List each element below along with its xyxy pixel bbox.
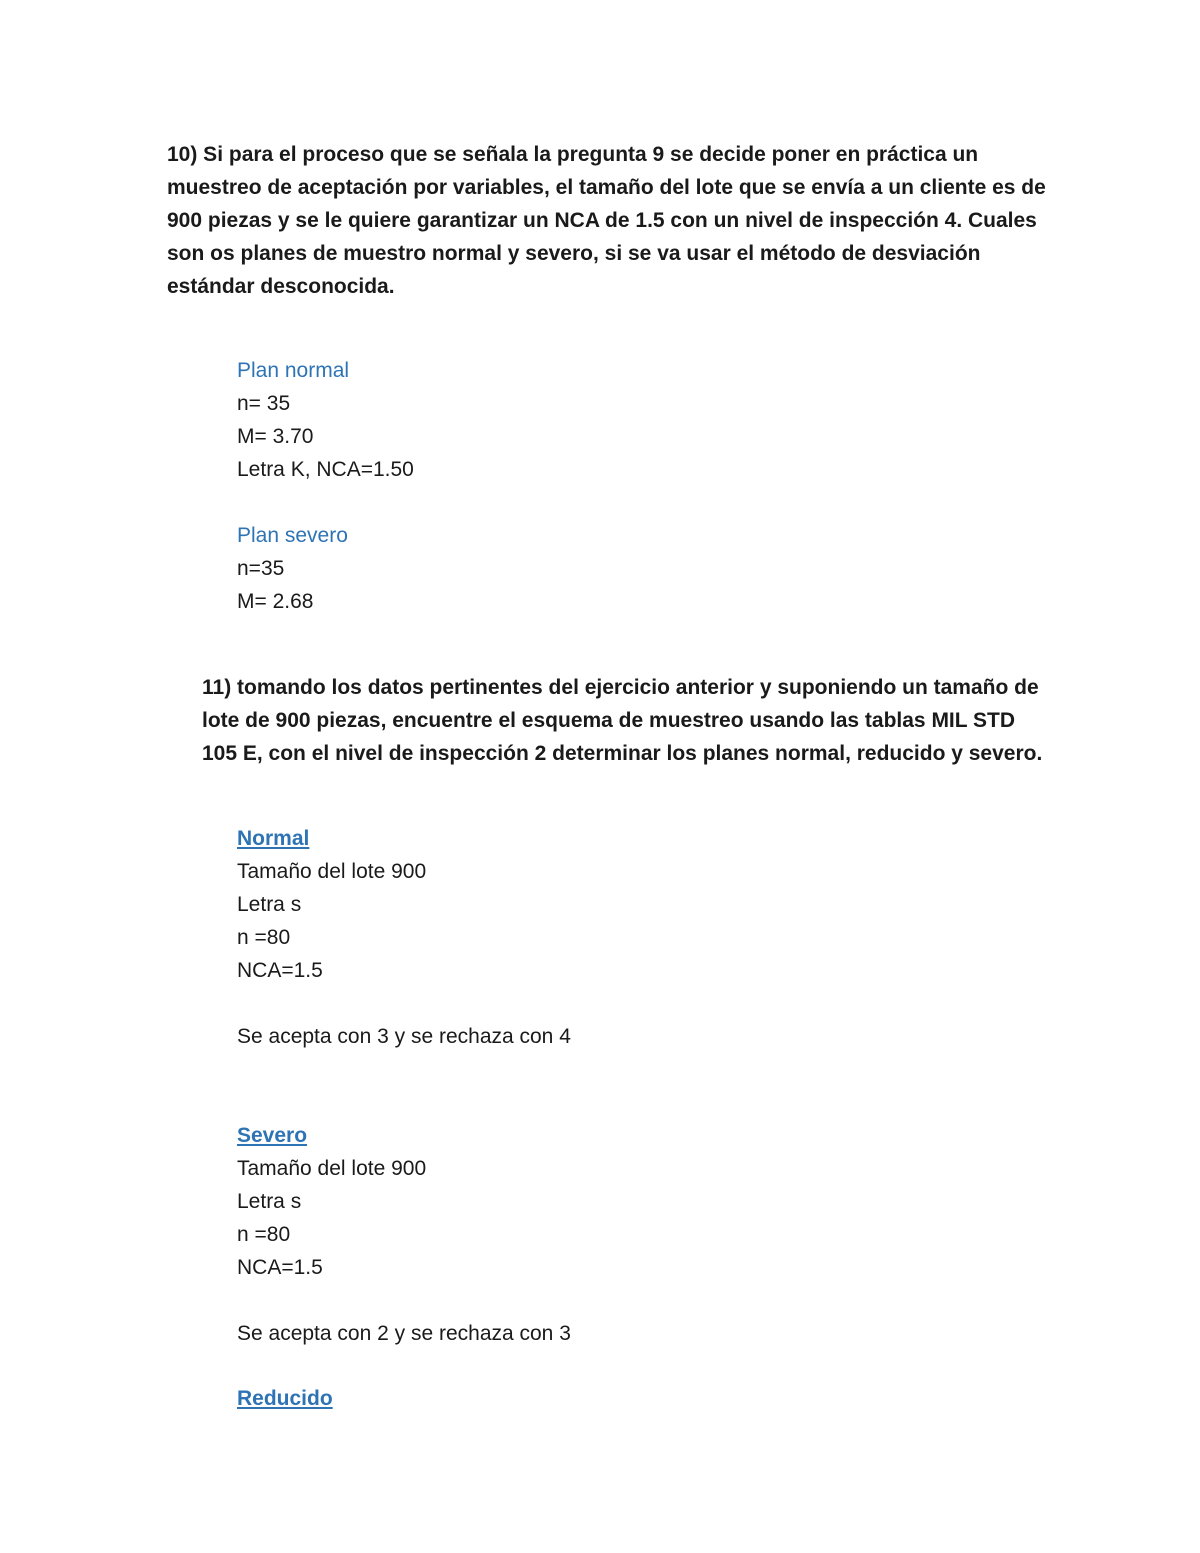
spacer xyxy=(237,987,571,1020)
plan-severo-line: n=35 xyxy=(237,557,285,580)
severo-line: NCA=1.5 xyxy=(237,1256,323,1279)
plan-severo-heading: Plan severo xyxy=(237,524,348,547)
reducido-heading: Reducido xyxy=(237,1387,333,1410)
severo-line: Tamaño del lote 900 xyxy=(237,1157,427,1180)
severo-result: Se acepta con 2 y se rechaza con 3 xyxy=(237,1322,571,1345)
plan-severo-block xyxy=(237,519,348,618)
severo-line: n =80 xyxy=(237,1223,291,1246)
spacer xyxy=(237,1284,571,1317)
plan-normal-heading: Plan normal xyxy=(237,359,350,382)
normal-heading: Normal xyxy=(237,827,310,850)
plan-normal-line: M= 3.70 xyxy=(237,425,314,448)
plan-normal-line: Letra K, NCA=1.50 xyxy=(237,458,414,481)
normal-result: Se acepta con 3 y se rechaza con 4 xyxy=(237,1025,571,1048)
normal-block xyxy=(237,822,571,1053)
severo-block xyxy=(237,1119,571,1350)
normal-line: NCA=1.5 xyxy=(237,959,323,982)
question-11: 11) tomando los datos pertinentes del ejercicio anterior y suponiendo un tamaño de lote de 900 piezas, encuentre el esquema de muestreo usando las tablas MIL STD 105 E, con el nivel de inspección 2 determinar los planes normal, reducido y severo. xyxy=(202,676,1043,765)
severo-heading: Severo xyxy=(237,1124,308,1147)
reducido-block xyxy=(237,1382,333,1415)
normal-line: n =80 xyxy=(237,926,291,949)
normal-line: Letra s xyxy=(237,893,302,916)
plan-normal-block xyxy=(237,354,414,486)
severo-line: Letra s xyxy=(237,1190,302,1213)
plan-normal-line: n= 35 xyxy=(237,392,291,415)
normal-line: Tamaño del lote 900 xyxy=(237,860,427,883)
question-10: 10) Si para el proceso que se señala la pregunta 9 se decide poner en práctica un muestreo de aceptación por variables, el tamaño del lote que se envía a un cliente es de 900 piezas y se le quiere garantizar un NCA de 1.5 con un nivel de inspección 4. Cuales son os planes de muestro normal y severo, si se va usar el método de desviación estándar desconocida. xyxy=(167,143,1046,298)
plan-severo-line: M= 2.68 xyxy=(237,590,314,613)
